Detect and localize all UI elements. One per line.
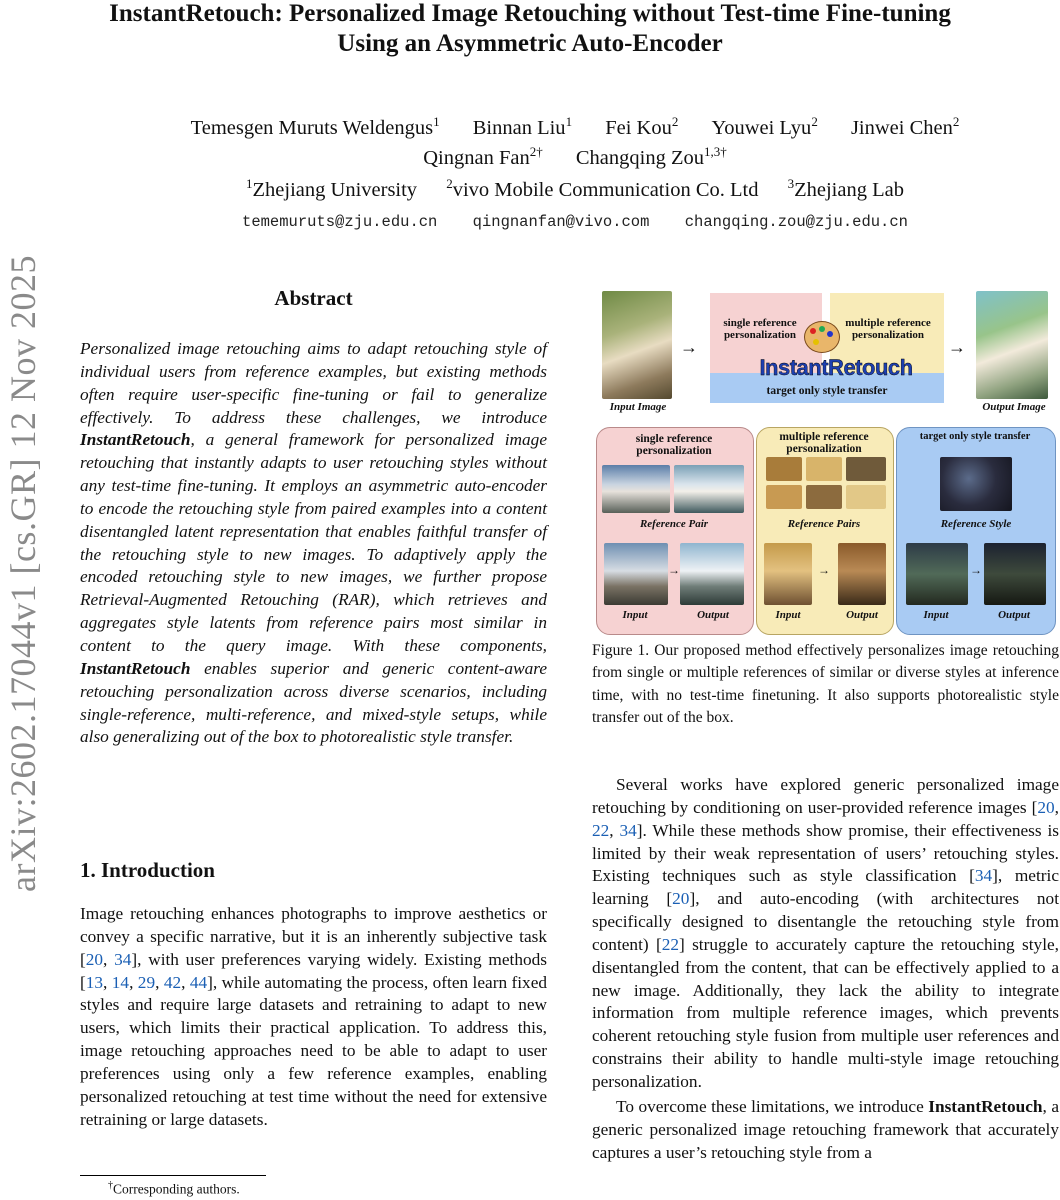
input-photo xyxy=(906,543,968,605)
output-image-photo xyxy=(976,291,1048,399)
affiliation: $^1$Zhejiang University xyxy=(246,176,418,201)
reference-photo xyxy=(806,485,842,509)
paper-title xyxy=(0,0,1060,60)
single-ref-label: single reference personalization xyxy=(723,317,797,341)
citation-link[interactable]: 22 xyxy=(661,934,679,954)
citation-link[interactable]: 34 xyxy=(974,866,993,886)
citation-link[interactable]: 44 xyxy=(189,972,208,992)
author: Jinwei Chen$^2$ xyxy=(850,114,960,139)
author-emails xyxy=(100,211,1050,233)
panel2-title: multiple reference personalization xyxy=(779,431,869,455)
panel2-output-label: Output xyxy=(846,609,878,621)
arrow-right-icon: → xyxy=(818,563,830,577)
citation-link[interactable]: 42 xyxy=(163,972,182,992)
footnote: †Corresponding authors. xyxy=(108,1180,240,1197)
multi-ref-label: multiple reference personalization xyxy=(845,317,931,341)
output-photo xyxy=(838,543,886,605)
reference-before-photo xyxy=(602,465,670,513)
affiliation: $^3$Zhejiang Lab xyxy=(787,176,904,201)
reference-photo xyxy=(766,457,802,481)
brand-logo-text: InstantRetouch xyxy=(759,355,913,380)
introduction-text: Image retouching enhances photographs to improve aesthetics or convey a specific narrative, but it is an inherently subjective task [20, 34], with user preferences varying widely. Existing methods [13, 14, 29, 42, 44], while automating the process, often learn fixed styles and require large datasets and retraining to adapt to new users, which limits their practical application. To address this, image retouching approaches need to be able to adapt to user preferences using only a few reference examples, enabling personalized retouching at test time without the need for extensive retraining or large datasets. xyxy=(80,904,548,1129)
citation-link[interactable]: 13 xyxy=(85,972,104,992)
author: Changqing Zou$^{1,3\dagger}$ xyxy=(575,143,727,169)
title-line-1: InstantRetouch: Personalized Image Retouching without Test-time Fine-tuning xyxy=(109,0,951,27)
title-line-2: Using an Asymmetric Auto-Encoder xyxy=(337,30,723,57)
footnote-rule xyxy=(80,1175,266,1176)
affiliation: $^2$vivo Mobile Communication Co. Ltd xyxy=(446,176,759,201)
panel1-input-label: Input xyxy=(622,609,648,621)
abstract-heading: Abstract xyxy=(274,286,353,310)
reference-photo xyxy=(846,485,886,509)
email: tememuruts@zju.edu.cn xyxy=(242,213,438,231)
figure-1 xyxy=(596,285,1060,635)
section-heading-introduction: 1. Introduction xyxy=(80,858,215,882)
output-image-label: Output Image xyxy=(982,401,1046,413)
input-photo xyxy=(764,543,812,605)
author: Youwei Lyu$^2$ xyxy=(711,114,818,139)
panel3-title: target only style transfer xyxy=(919,431,1031,442)
panel2-input-label: Input xyxy=(775,609,801,621)
input-photo xyxy=(604,543,668,605)
citation-link[interactable]: 29 xyxy=(137,972,156,992)
reference-photo xyxy=(846,457,886,481)
citation-link[interactable]: 34 xyxy=(114,949,132,969)
citation-link[interactable]: 22 xyxy=(592,820,610,840)
reference-style-photo xyxy=(940,457,1012,511)
author: Qingnan Fan$^{2\dagger}$ xyxy=(423,143,543,169)
author: Fei Kou$^2$ xyxy=(605,114,679,139)
reference-after-photo xyxy=(674,465,744,513)
citation-link[interactable]: 20 xyxy=(672,889,690,909)
arrow-right-icon: → xyxy=(680,337,698,357)
author: Binnan Liu$^1$ xyxy=(472,114,573,139)
arrow-right-icon: → xyxy=(970,563,982,577)
palette-icon xyxy=(804,321,840,353)
panel1-output-label: Output xyxy=(697,609,729,621)
citation-link[interactable]: 34 xyxy=(619,820,637,840)
email: qingnanfan@vivo.com xyxy=(472,213,650,231)
panel3-output-label: Output xyxy=(998,609,1030,621)
panel3-ref-label: Reference Style xyxy=(940,518,1012,530)
abstract-text: Personalized image retouching aims to adapt retouching style of individual users from reference examples, but existing methods often require user-specific fine-tuning or fail to generalize effectively. To address these challenges, we introduce InstantRetouch, a general framework for personalized image retouching that instantly adapts to user retouching styles without any test-time fine-tuning. It employs an asymmetric auto-encoder to encode the retouching style from paired examples into a content disentangled latent representation that enables faithful transfer of the retouching style to new images. To adaptively apply the encoded retouching style to new images, we further propose Retrieval-Augmented Retouching (RAR), which retrieves and aggregates style latents from reference pairs most similar in content to the query image. With these components, InstantRetouch enables superior and generic content-aware retouching personalization across diverse scenarios, including single-reference, multi-reference, and mixed-style setups, while also generalizing out of the box to photorealistic style transfer. xyxy=(80,339,547,747)
author-list xyxy=(100,108,1050,172)
panel2-ref-label: Reference Pairs xyxy=(787,518,861,530)
input-image-photo xyxy=(602,291,672,399)
output-photo xyxy=(984,543,1046,605)
input-image-label: Input Image xyxy=(609,401,667,413)
author: Temesgen Muruts Weldengus$^1$ xyxy=(190,114,440,139)
target-only-label: target only style transfer xyxy=(766,385,888,397)
panel1-ref-label: Reference Pair xyxy=(639,518,709,530)
arrow-right-icon: → xyxy=(668,563,680,577)
body-text-right: Several works have explored generic personalized image retouching by conditioning on user-provided reference images [20, 22, 34]. While these methods show promise, their effectiveness is limited by their weak representation of users’ retouching styles. Existing techniques such as style classification [34], metric learning [20], and auto-encoding (with architectures not specifically designed to disentangle the retouching style from content) [22] struggle to accurately capture the retouching style, disentangled from the content, that can be effectively applied to a new image. Additionally, they lack the ability to integrate information from multiple reference images, which prevents coherent retouching style fusion from multiple user references and constrains their ability to handle multi-style image retouching personalization. To overcome these limitations, we introduce InstantRetouch, a generic personalized image retouching framework that accurately captures a user’s retouching style from a xyxy=(592,775,1060,1162)
output-photo xyxy=(680,543,744,605)
reference-photo xyxy=(806,457,842,481)
reference-photo xyxy=(766,485,802,509)
email: changqing.zou@zju.edu.cn xyxy=(684,213,908,231)
affiliations xyxy=(100,170,1050,204)
panel1-title: single reference personalization xyxy=(635,433,713,457)
panel3-input-label: Input xyxy=(923,609,949,621)
citation-link[interactable]: 20 xyxy=(85,949,104,969)
arrow-right-icon: → xyxy=(948,337,966,357)
arxiv-stamp: arXiv:2602.17044v1 [cs.GR] 12 Nov 2025 xyxy=(3,255,43,892)
citation-link[interactable]: 14 xyxy=(111,972,130,992)
figure-caption: Figure 1. Our proposed method effectively personalizes image retouching from single or multiple references of similar or diverse styles at inference time, with no test-time finetuning. It also supports photorealistic style transfer out of the box. xyxy=(592,642,1059,726)
citation-link[interactable]: 20 xyxy=(1037,797,1055,817)
